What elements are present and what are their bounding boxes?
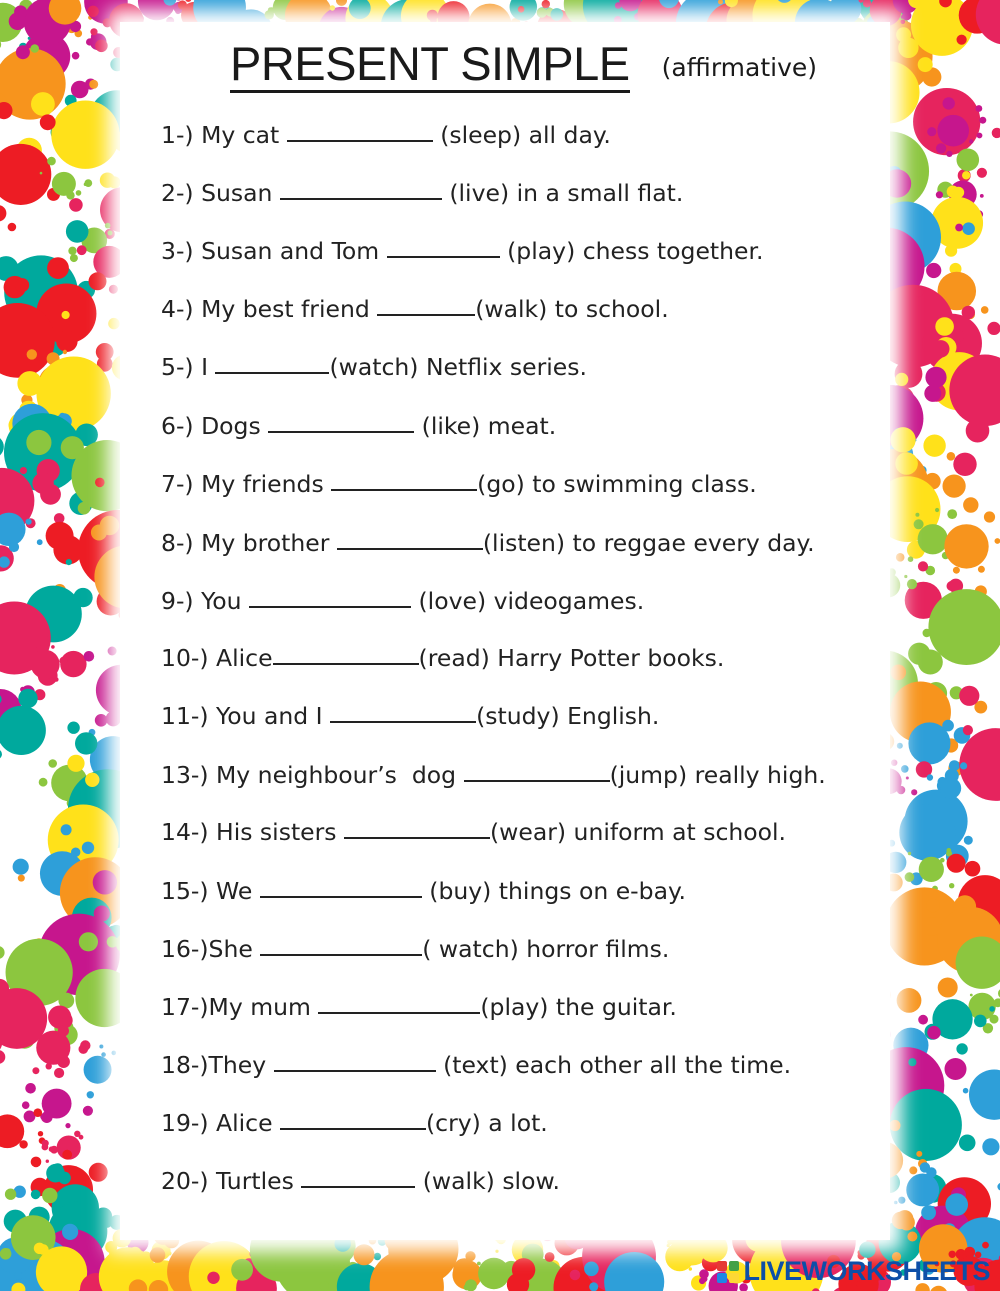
answer-blank[interactable]	[387, 236, 500, 258]
exercise-item	[161, 760, 826, 790]
worksheet-title: PRESENT SIMPLE	[230, 38, 630, 93]
exercise-suffix: (study) English.	[476, 702, 660, 730]
logo-text: LIVEWORKSHEETS	[743, 1256, 990, 1286]
answer-blank[interactable]	[330, 701, 476, 723]
answer-blank[interactable]	[464, 760, 610, 782]
answer-blank[interactable]	[260, 876, 422, 898]
exercise-prefix: 14-) His sisters	[161, 818, 344, 846]
exercise-item	[161, 1166, 560, 1196]
exercise-item	[161, 1050, 791, 1080]
answer-blank[interactable]	[274, 1050, 436, 1072]
exercise-prefix: 6-) Dogs	[161, 412, 269, 440]
answer-blank[interactable]	[287, 120, 433, 142]
answer-blank[interactable]	[280, 1108, 426, 1130]
exercise-item	[161, 817, 786, 847]
exercise-prefix: 17-)My mum	[161, 993, 319, 1021]
exercise-item	[161, 701, 659, 731]
exercise-prefix: 15-) We	[161, 877, 260, 905]
exercise-suffix: (sleep) all day.	[432, 121, 611, 149]
answer-blank[interactable]	[331, 469, 477, 491]
exercise-prefix: 4-) My best friend	[161, 295, 378, 323]
exercise-prefix: 1-) My cat	[161, 121, 287, 149]
exercise-item	[161, 352, 587, 382]
answer-blank[interactable]	[337, 528, 483, 550]
answer-blank[interactable]	[273, 643, 419, 665]
exercise-prefix: 7-) My friends	[161, 470, 332, 498]
exercise-item	[161, 1108, 548, 1138]
exercise-prefix: 3-) Susan and Tom	[161, 237, 387, 265]
exercise-prefix: 11-) You and I	[161, 702, 331, 730]
exercise-suffix: ( watch) horror films.	[422, 935, 670, 963]
exercise-item	[161, 236, 763, 266]
exercise-prefix: 9-) You	[161, 587, 250, 615]
exercise-suffix: (buy) things on e-bay.	[421, 877, 686, 905]
paint-splash	[22, 1083, 93, 1128]
logo-block	[717, 1261, 727, 1271]
exercise-suffix: (play) the guitar.	[480, 993, 677, 1021]
exercise-suffix: (love) videogames.	[411, 587, 645, 615]
answer-blank[interactable]	[260, 934, 422, 956]
title-row	[230, 38, 817, 93]
exercise-suffix: (walk) to school.	[475, 295, 669, 323]
exercise-suffix: (live) in a small flat.	[441, 179, 684, 207]
exercise-suffix: (cry) a lot.	[426, 1109, 548, 1137]
answer-blank[interactable]	[301, 1166, 415, 1188]
exercise-item	[161, 120, 611, 150]
liveworksheets-logo	[717, 1256, 990, 1287]
exercise-suffix: (walk) slow.	[415, 1167, 560, 1195]
exercise-item	[161, 469, 757, 499]
answer-blank[interactable]	[280, 178, 442, 200]
exercise-suffix: (read) Harry Potter books.	[418, 644, 725, 672]
exercise-suffix: (wear) uniform at school.	[490, 818, 787, 846]
logo-blocks-icon	[717, 1261, 739, 1283]
exercise-prefix: 8-) My brother	[161, 529, 337, 557]
answer-blank[interactable]	[268, 411, 414, 433]
paint-splash	[0, 102, 60, 231]
logo-block	[729, 1273, 739, 1283]
exercise-prefix: 19-) Alice	[161, 1109, 281, 1137]
answer-blank[interactable]	[344, 817, 490, 839]
answer-blank[interactable]	[215, 352, 329, 374]
logo-block	[729, 1261, 739, 1271]
exercise-prefix: 20-) Turtles	[161, 1167, 302, 1195]
exercise-prefix: 2-) Susan	[161, 179, 280, 207]
exercise-item	[161, 876, 686, 906]
exercise-item	[161, 934, 669, 964]
exercise-suffix: (like) meat.	[414, 412, 557, 440]
exercise-item	[161, 586, 644, 616]
exercise-suffix: (text) each other all the time.	[435, 1051, 792, 1079]
exercise-item	[161, 643, 724, 673]
exercise-item	[161, 992, 677, 1022]
exercise-suffix: (play) chess together.	[499, 237, 764, 265]
exercise-item	[161, 178, 683, 208]
paint-splash	[0, 513, 43, 568]
exercise-prefix: 18-)They	[161, 1051, 274, 1079]
exercise-item	[161, 294, 669, 324]
exercise-suffix: (jump) really high.	[609, 761, 826, 789]
exercise-suffix: (listen) to reggae every day.	[482, 529, 815, 557]
paint-splash	[42, 1131, 84, 1163]
worksheet-subtitle: (affirmative)	[661, 53, 818, 82]
exercise-suffix: (go) to swimming class.	[477, 470, 757, 498]
answer-blank[interactable]	[318, 992, 480, 1014]
exercise-prefix: 5-) I	[161, 353, 216, 381]
answer-blank[interactable]	[377, 294, 475, 316]
exercise-prefix: 10-) Alice	[161, 644, 273, 672]
exercise-item	[161, 411, 556, 441]
answer-blank[interactable]	[249, 586, 411, 608]
exercise-suffix: (watch) Netflix series.	[329, 353, 587, 381]
exercise-prefix: 16-)She	[161, 935, 261, 963]
exercise-item	[161, 528, 815, 558]
exercise-prefix: 13-) My neighbour’s dog	[161, 761, 464, 789]
logo-block	[717, 1273, 727, 1283]
paint-splash	[0, 1108, 45, 1152]
